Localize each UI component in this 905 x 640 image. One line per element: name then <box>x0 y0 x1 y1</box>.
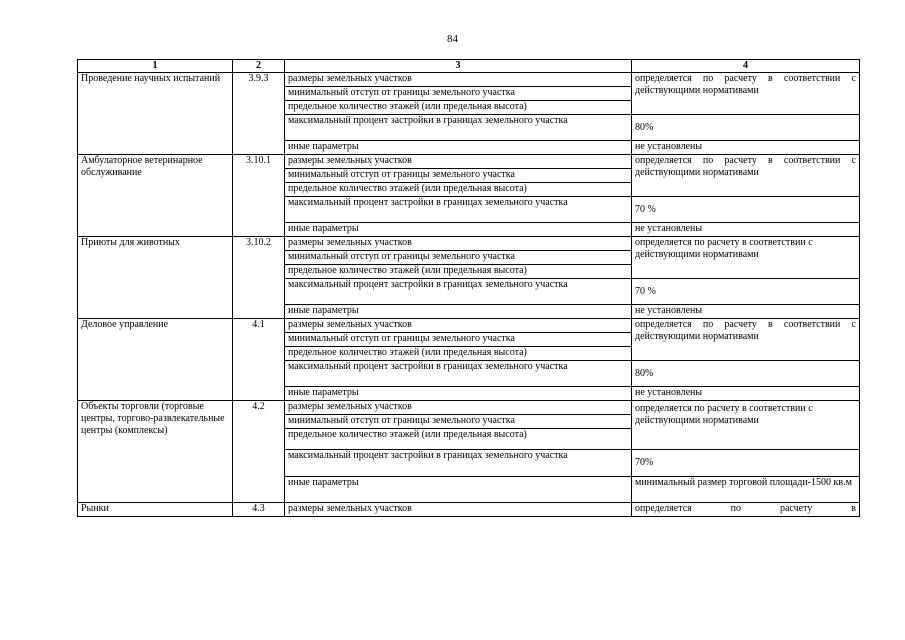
param-name: минимальный отступ от границы земельного участка <box>285 333 632 347</box>
use-code: 3.10.2 <box>233 237 285 319</box>
use-name: Рынки <box>78 503 233 517</box>
param-name: минимальный отступ от границы земельного участка <box>285 87 632 101</box>
param-value: минимальный размер торговой площади-1500 кв.м <box>632 477 860 503</box>
param-name: иные параметры <box>285 387 632 401</box>
param-value: не установлены <box>632 305 860 319</box>
table-row <box>78 237 860 251</box>
param-value: определяется по расчету в соответствии с действующими нормативами <box>632 73 860 115</box>
param-name: размеры земельных участков <box>285 319 632 333</box>
param-name: минимальный отступ от границы земельного участка <box>285 169 632 183</box>
use-code: 3.9.3 <box>233 73 285 155</box>
param-value: 70 % <box>632 279 860 305</box>
param-name: размеры земельных участков <box>285 401 632 415</box>
use-code: 4.2 <box>233 401 285 503</box>
column-header-3: 3 <box>285 60 632 73</box>
param-name: максимальный процент застройки в границах земельного участка <box>285 279 632 305</box>
param-name: максимальный процент застройки в границах земельного участка <box>285 115 632 141</box>
param-value: не установлены <box>632 223 860 237</box>
param-value: определяется по расчету в соответствии с действующими нормативами <box>632 237 860 279</box>
param-name: предельное количество этажей (или предельная высота) <box>285 265 632 279</box>
use-name: Деловое управление <box>78 319 233 401</box>
table-row <box>78 155 860 169</box>
param-name: максимальный процент застройки в границах земельного участка <box>285 197 632 223</box>
param-name: максимальный процент застройки в границах земельного участка <box>285 450 632 477</box>
param-value: 70 % <box>632 197 860 223</box>
param-value: не установлены <box>632 141 860 155</box>
column-header-2: 2 <box>233 60 285 73</box>
param-name: иные параметры <box>285 305 632 319</box>
param-name: иные параметры <box>285 477 632 503</box>
param-name: предельное количество этажей (или предельная высота) <box>285 347 632 361</box>
param-value: определяется по расчету в соответствии с действующими нормативами <box>632 319 860 361</box>
use-code: 3.10.1 <box>233 155 285 237</box>
use-code: 4.1 <box>233 319 285 401</box>
page-number: 84 <box>447 33 458 45</box>
param-name: размеры земельных участков <box>285 73 632 87</box>
use-name: Амбулаторное ветеринарное обслуживание <box>78 155 233 237</box>
param-value: определяется по расчету в соответствии с действующими нормативами <box>632 155 860 197</box>
param-name: предельное количество этажей (или предельная высота) <box>285 101 632 115</box>
param-name: минимальный отступ от границы земельного участка <box>285 251 632 265</box>
zoning-regulations-table <box>77 59 860 517</box>
use-name: Приюты для животных <box>78 237 233 319</box>
param-value: не установлены <box>632 387 860 401</box>
param-value: 80% <box>632 361 860 387</box>
column-header-4: 4 <box>632 60 860 73</box>
param-name: иные параметры <box>285 141 632 155</box>
use-name: Объекты торговли (торговые центры, торгово-развлекательные центры (комплексы) <box>78 401 233 503</box>
header-row <box>78 60 860 73</box>
use-code: 4.3 <box>233 503 285 517</box>
param-name: максимальный процент застройки в границах земельного участка <box>285 361 632 387</box>
param-name: иные параметры <box>285 223 632 237</box>
param-name: размеры земельных участков <box>285 237 632 251</box>
param-name: размеры земельных участков <box>285 503 632 517</box>
use-name: Проведение научных испытаний <box>78 73 233 155</box>
param-name: предельное количество этажей (или предельная высота) <box>285 183 632 197</box>
column-header-1: 1 <box>78 60 233 73</box>
param-name: предельное количество этажей (или предельная высота) <box>285 429 632 450</box>
table-row <box>78 73 860 87</box>
param-value: определяется по расчету в <box>632 503 860 517</box>
table-row <box>78 319 860 333</box>
table-row <box>78 401 860 415</box>
param-name: минимальный отступ от границы земельного участка <box>285 415 632 429</box>
param-value: 70% <box>632 450 860 477</box>
param-name: размеры земельных участков <box>285 155 632 169</box>
table-row <box>78 503 860 517</box>
param-value: 80% <box>632 115 860 141</box>
param-value: определяется по расчету в соответствии с действующими нормативами <box>632 401 860 450</box>
